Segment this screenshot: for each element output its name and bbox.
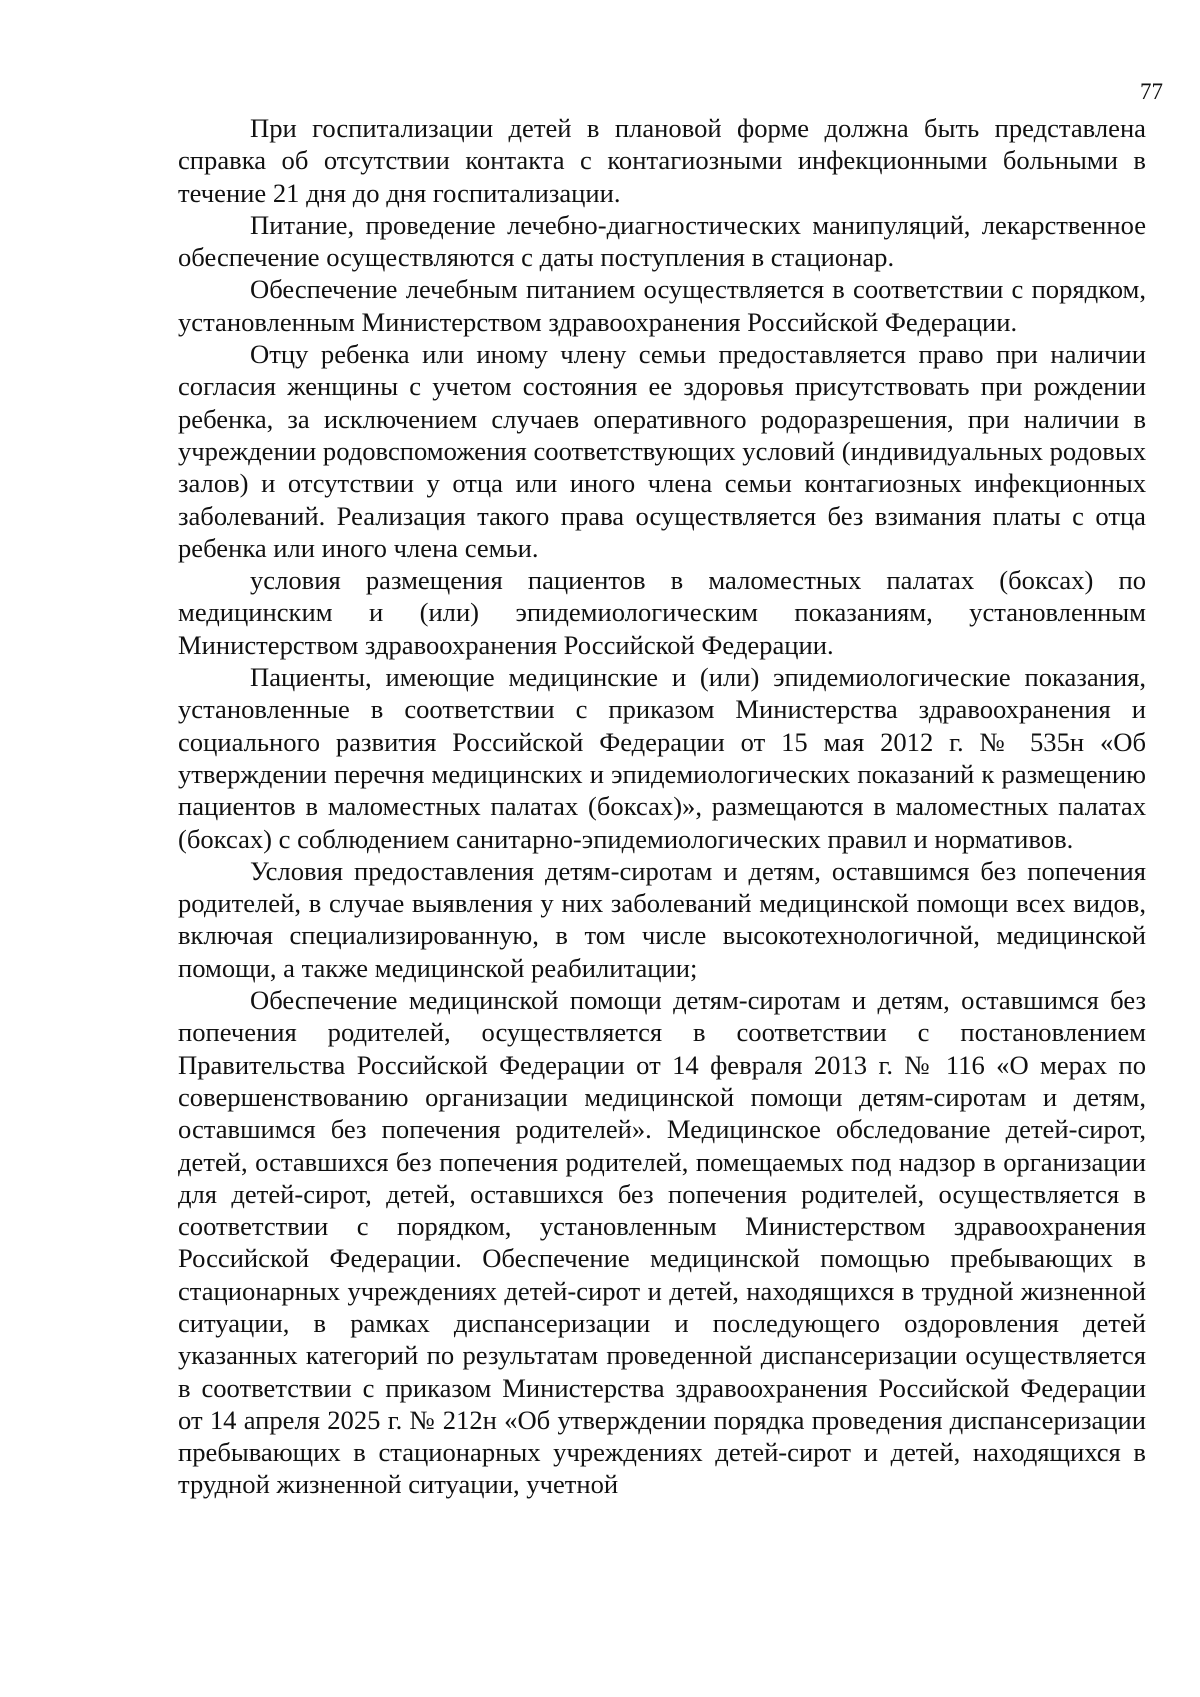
paragraph-small-ward-conditions: условия размещения пациентов в маломестных палатах (боксах) по медицинским и (или) эпидемиологическим показаниям, установленным Министерством здравоохранения Российской Федерации. bbox=[178, 565, 1146, 660]
document-body bbox=[178, 112, 1146, 1501]
page-number: 77 bbox=[1140, 79, 1163, 104]
paragraph-nutrition-provision: Питание, проведение лечебно-диагностических манипуляций, лекарственное обеспечение осуществляются с даты поступления в стационар. bbox=[178, 209, 1146, 273]
paragraph-hospitalization-certificate: При госпитализации детей в плановой форме должна быть представлена справка об отсутствии контакта с контагиозными инфекционными больными в течение 21 дня до дня госпитализации. bbox=[178, 113, 1146, 208]
paragraph-small-ward-patients: Пациенты, имеющие медицинские и (или) эпидемиологические показания, установленные в соответствии с приказом Министерства здравоохранения и социального развития Российской Федерации от 15 мая 2012 г. № 535н «Об утверждении перечня медицинских и эпидемиологических показаний к размещению пациентов в маломестных палатах (боксах)», размещаются в маломестных палатах (боксах) с соблюдением санитарно-эпидемиологических правил и нормативов. bbox=[178, 662, 1146, 854]
paragraph-orphans-care-provision: Обеспечение медицинской помощи детям-сиротам и детям, оставшимся без попечения родителей, осуществляется в соответствии с постановлением Правительства Российской Федерации от 14 февраля 2013 г. № 116 «О мерах по совершенствованию организации медицинской помощи детям-сиротам и детям, оставшимся без попечения родителей». Медицинское обследование детей-сирот, детей, оставшихся без попечения родителей, помещаемых под надзор в организации для детей-сирот, детей, оставшихся без попечения родителей, осуществляется в соответствии с порядком, установленным Министерством здравоохранения Российской Федерации. Обеспечение медицинской помощью пребывающих в стационарных учреждениях детей-сирот и детей, находящихся в трудной жизненной ситуации, в рамках диспансеризации и последующего оздоровления детей указанных категорий по результатам проведенной диспансеризации осуществляется в соответствии с приказом Министерства здравоохранения Российской Федерации от 14 апреля 2025 г. № 212н «Об утверждении порядка проведения диспансеризации пребывающих в стационарных учреждениях детей-сирот и детей, находящихся в трудной жизненной ситуации, учетной bbox=[178, 985, 1146, 1500]
paragraph-therapeutic-nutrition: Обеспечение лечебным питанием осуществляется в соответствии с порядком, установленным Министерством здравоохранения Российской Федерации. bbox=[178, 274, 1146, 337]
paragraph-father-presence-at-birth: Отцу ребенка или иному члену семьи предоставляется право при наличии согласия женщины с учетом состояния ее здоровья присутствовать при рождении ребенка, за исключением случаев оперативного родоразрешения, при наличии в учреждении родовспоможения соответствующих условий (индивидуальных родовых залов) и отсутствии у отца или иного члена семьи контагиозных инфекционных заболеваний. Реализация такого права осуществляется без взимания платы с отца ребенка или иного члена семьи. bbox=[178, 339, 1146, 563]
paragraph-orphans-care-conditions: Условия предоставления детям-сиротам и детям, оставшимся без попечения родителей, в случае выявления у них заболеваний медицинской помощи всех видов, включая специализированную, в том числе высокотехнологичной, медицинской помощи, а также медицинской реабилитации; bbox=[178, 855, 1146, 983]
